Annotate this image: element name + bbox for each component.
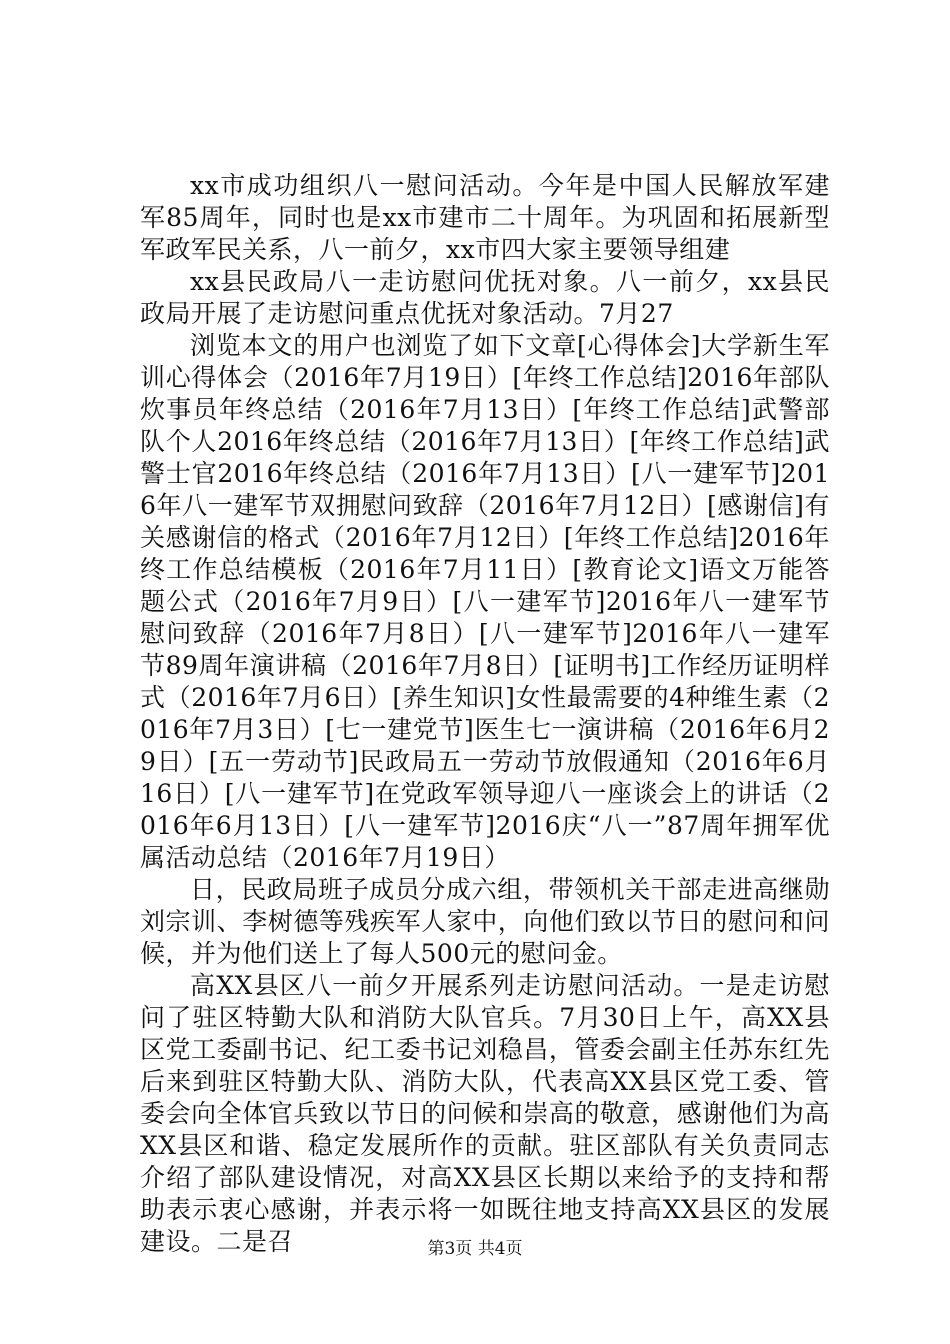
paragraph-3: 浏览本文的用户也浏览了如下文章[心得体会]大学新生军训心得体会（2016年7月19日）[年终工作总结]2016年部队炊事员年终总结（2016年7月13日）[年终工作总结]武警部队个人2016年终总结（2016年7月13日）[年终工作总结]武警士官2016年终总结（2016年7月13日）[八一建军节]2016年八一建军节双拥慰问致辞（2016年7月12日）[感谢信]有关感谢信的格式（2016年7月12日）[年终工作总结]2016年终工作总结模板（2016年7月11日）[教育论文]语文万能答题公式（2016年7月9日）[八一建军节]2016年八一建军节慰问致辞（2016年7月8日）[八一建军节]2016年八一建军节89周年演讲稿（2016年7月8日）[证明书]工作经历证明样式（2016年7月6日）[养生知识]女性最需要的4种维生素（2016年7月3日）[七一建党节]医生七一演讲稿（2016年6月29日）[五一劳动节]民政局五一劳动节放假通知（2016年6月16日）[八一建军节]在党政军领导迎八一座谈会上的讲话（2016年6月13日）[八一建军节]2016庆“八一”87周年拥军优属活动总结（2016年7月19日）: [140, 331, 830, 872]
document-body: [140, 170, 830, 1258]
page-number-footer: 第3页 共4页: [427, 1239, 523, 1259]
paragraph-2: xx县民政局八一走访慰问优抚对象。八一前夕，xx县民政局开展了走访慰问重点优抚对象活动。7月27: [140, 267, 830, 328]
paragraph-5: 高XX县区八一前夕开展系列走访慰问活动。一是走访慰问了驻区特勤大队和消防大队官兵。7月30日上午，高XX县区党工委副书记、纪工委书记刘稳昌，管委会副主任苏东红先后来到驻区特勤大队、消防大队，代表高XX县区党工委、管委会向全体官兵致以节日的问候和崇高的敬意，感谢他们为高XX县区和谐、稳定发展所作的贡献。驻区部队有关负责同志介绍了部队建设情况，对高XX县区长期以来给予的支持和帮助表示衷心感谢，并表示将一如既往地支持高XX县区的发展建设。二是召: [140, 971, 830, 1256]
paragraph-4: 日，民政局班子成员分成六组，带领机关干部走进高继勋刘宗训、李树德等残疾军人家中，向他们致以节日的慰问和问候，并为他们送上了每人500元的慰问金。: [140, 875, 830, 968]
paragraph-1: xx市成功组织八一慰问活动。今年是中国人民解放军建军85周年，同时也是xx市建市二十周年。为巩固和拓展新型军政军民关系，八一前夕，xx市四大家主要领导组建: [140, 171, 830, 264]
